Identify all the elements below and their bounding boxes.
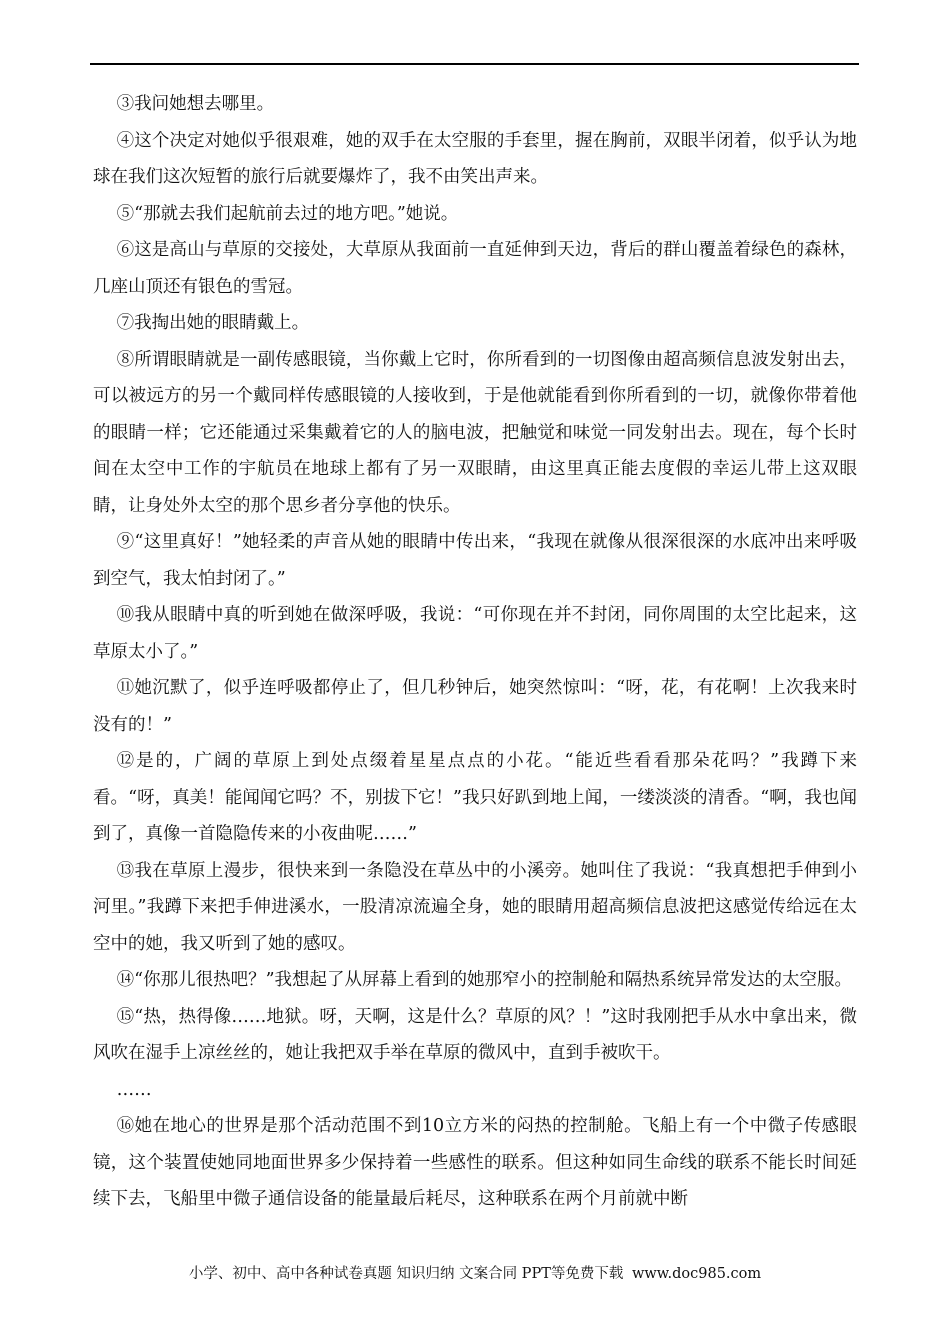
paragraph-10: ⑩我从眼睛中真的听到她在做深呼吸，我说：“可你现在并不封闭，同你周围的太空比起来，这草原太小了。” [93, 605, 857, 662]
page-footer [0, 1262, 950, 1283]
paragraph-6: ⑥这是高山与草原的交接处，大草原从我面前一直延伸到天边，背后的群山覆盖着绿色的森林，几座山顶还有银色的雪冠。 [93, 240, 857, 297]
footer-text: 小学、初中、高中各种试卷真题 知识归纳 文案合同 PPT等免费下载 [188, 1266, 624, 1282]
paragraph-14: ⑭“你那儿很热吧？”我想起了从屏幕上看到的她那窄小的控制舱和隔热系统异常发达的太空服。 [116, 970, 853, 990]
paragraph-13: ⑬我在草原上漫步，很快来到一条隐没在草丛中的小溪旁。她叫住了我说：“我真想把手伸到小河里。”我蹲下来把手伸进溪水，一股清凉流遍全身，她的眼睛用超高频信息波把这感觉传给远在太空中的她，我又听到了她的感叹。 [93, 860, 857, 954]
footer-url[interactable]: www.doc985.com [631, 1266, 762, 1282]
paragraph-5: ⑤“那就去我们起航前去过的地方吧。”她说。 [116, 203, 459, 224]
paragraph-12: ⑫是的，广阔的草原上到处点缀着星星点点的小花。“能近些看看那朵花吗？”我蹲下来看。“呀，真美！能闻闻它吗？不，别拔下它！”我只好趴到地上闻，一缕淡淡的清香。“啊，我也闻到了，真像一首隐隐传来的小夜曲呢……” [93, 751, 857, 844]
paragraph-7: ⑦我掏出她的眼睛戴上。 [116, 313, 310, 333]
paragraph-16: ⑯她在地心的世界是那个活动范围不到10立方米的闷热的控制舱。飞船上有一个中微子传感眼镜，这个装置使她同地面世界多少保持着一些感性的联系。但这种如同生命线的联系不能长时间延续下去，飞船里中微子通信设备的能量最后耗尽，这种联系在两个月前就中断 [93, 1116, 857, 1209]
paragraph-8: ⑧所谓眼睛就是一副传感眼镜，当你戴上它时，你所看到的一切图像由超高频信息波发射出去，可以被远方的另一个戴同样传感眼镜的人接收到，于是他就能看到你所看到的一切，就像你带着他的眼睛一样；它还能通过采集戴着它的人的脑电波，把触觉和味觉一同发射出去。现在，每个长时间在太空中工作的宇航员在地球上都有了另一双眼睛，由这里真正能去度假的幸运儿带上这双眼睛，让身处外太空的那个思乡者分享他的快乐。 [93, 349, 857, 516]
paragraph-11: ⑪她沉默了，似乎连呼吸都停止了，但几秒钟后，她突然惊叫：“呀，花，有花啊！上次我来时没有的！” [93, 678, 857, 735]
header-rule [90, 63, 859, 65]
paragraph-9: ⑨“这里真好！”她轻柔的声音从她的眼睛中传出来，“我现在就像从很深很深的水底冲出来呼吸到空气，我太怕封闭了。” [93, 532, 857, 589]
paragraph-4: ④这个决定对她似乎很艰难，她的双手在太空服的手套里，握在胸前，双眼半闭着，似乎认为地球在我们这次短暂的旅行后就要爆炸了，我不由笑出声来。 [93, 130, 857, 187]
paragraph-3: ③我问她想去哪里。 [116, 94, 275, 114]
article-body [93, 86, 857, 1218]
ellipsis-line: …… [116, 1079, 152, 1100]
paragraph-15: ⑮“热，热得像……地狱。呀，天啊，这是什么？草原的风？！”这时我刚把手从水中拿出来，微风吹在湿手上凉丝丝的，她让我把双手举在草原的微风中，直到手被吹干。 [93, 1006, 857, 1063]
